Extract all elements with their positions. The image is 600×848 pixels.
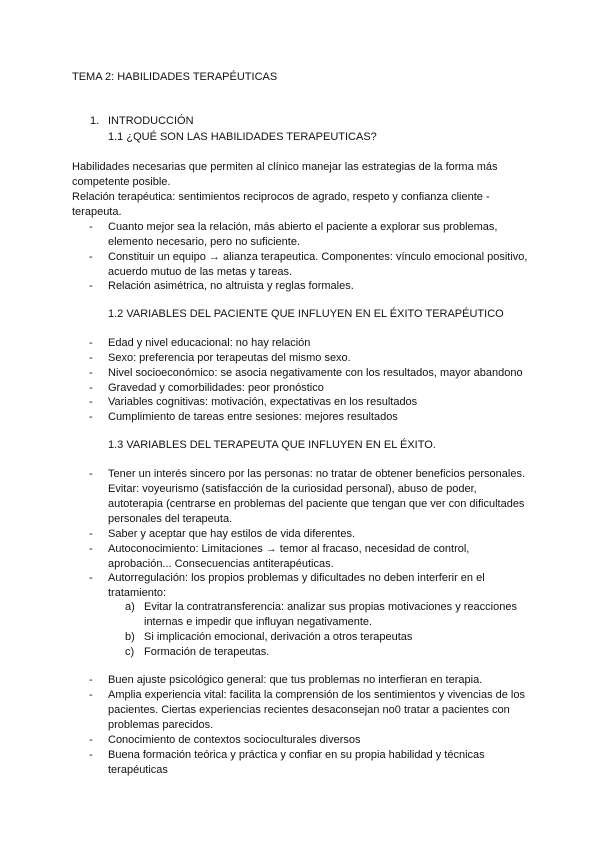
list-item (72, 250, 532, 280)
list-item (72, 733, 532, 748)
list-item-text: Cuanto mejor sea la relación, más abierto el paciente a explorar sus problemas, elemento necesario, pero no suficiente. (108, 221, 498, 248)
sub-list-item (72, 600, 532, 630)
list-item-text: Conocimiento de contextos socioculturales diversos (108, 734, 361, 746)
list-item-text: Nivel socioeconómico: se asocia negativamente con los resultados, mayor abandono (108, 367, 523, 379)
dash-marker: - (89, 396, 93, 408)
dash-marker: - (89, 411, 93, 423)
list-item (72, 381, 532, 396)
section-1-1-heading: 1.1 ¿QUÉ SON LAS HABILIDADES TERAPEUTICAS? (108, 131, 377, 143)
list-item (72, 688, 532, 733)
dash-marker: - (89, 528, 93, 540)
list-item (72, 542, 532, 572)
list-item (72, 279, 532, 294)
dash-marker: - (89, 367, 93, 379)
list-item (72, 673, 532, 688)
dash-marker: - (89, 689, 93, 701)
dash-marker: - (89, 251, 93, 263)
list-item-text: Saber y aceptar que hay estilos de vida diferentes. (108, 528, 356, 540)
list-item (72, 467, 532, 527)
sub-list-marker: c) (125, 646, 135, 658)
list-item-text: Buen ajuste psicológico general: que tus problemas no interfieran en terapia. (108, 674, 483, 686)
list-item-text: Autorregulación: los propios problemas y dificultades no deben interferir en el tratamiento: (108, 572, 485, 599)
list-item (72, 366, 532, 381)
section-1-3-heading: 1.3 VARIABLES DEL TERAPEUTA QUE INFLUYEN EN EL ÉXITO. (108, 439, 436, 451)
list-item-text: Amplia experiencia vital: facilita la comprensión de los sentimientos y vivencias de los pacientes. Ciertas experiencias recientes desaconsejan no0 tratar a pacientes con problemas parecidos. (108, 689, 525, 731)
list-item (72, 748, 532, 778)
list-item (72, 410, 532, 425)
sub-list-marker: b) (125, 631, 135, 643)
sub-list-item-text: Evitar la contratransferencia: analizar sus propias motivaciones y reacciones internas e impedir que influyan negativamente. (144, 601, 517, 628)
dash-marker: - (89, 674, 93, 686)
dash-marker: - (89, 221, 93, 233)
dash-marker: - (89, 280, 93, 292)
sub-list-item (72, 645, 532, 660)
list-item-text: Cumplimiento de tareas entre sesiones: mejores resultados (108, 411, 398, 423)
intro-paragraph-1: Habilidades necesarias que permiten al clínico manejar las estrategias de la forma más competente posible. (72, 161, 498, 188)
document-title: TEMA 2: HABILIDADES TERAPÉUTICAS (72, 71, 278, 83)
list-item-text: Tener un interés sincero por las personas: no tratar de obtener beneficios personales. Evitar: voyeurismo (satisfacción de la curiosidad personal), abuso de poder, autoterapia (centrarse en problemas del paciente que tengan que ver con dificultades personales del terapeuta. (108, 468, 526, 525)
section-1-2-heading: 1.2 VARIABLES DEL PACIENTE QUE INFLUYEN EN EL ÉXITO TERAPÉUTICO (108, 308, 504, 320)
list-item-text: Relación asimétrica, no altruista y reglas formales. (108, 280, 354, 292)
list-item-text: Gravedad y comorbilidades: peor pronóstico (108, 382, 324, 394)
sub-list-item-text: Si implicación emocional, derivación a otros terapeutas (144, 631, 413, 643)
section-1-heading: INTRODUCCIÓN (108, 115, 194, 127)
dash-marker: - (89, 543, 93, 555)
dash-marker: - (89, 382, 93, 394)
sub-list-item-text: Formación de terapeutas. (144, 646, 270, 658)
intro-paragraph-2: Relación terapéutica: sentimientos reciprocos de agrado, respeto y confianza cliente - terapeuta. (72, 191, 490, 218)
list-item (72, 351, 532, 366)
list-item-text: Edad y nivel educacional: no hay relación (108, 337, 311, 349)
list-item (72, 527, 532, 542)
list-item (72, 571, 532, 601)
sub-list-item (72, 630, 532, 645)
list-item-text: Sexo: preferencia por terapeutas del mismo sexo. (108, 352, 351, 364)
section-1-number: 1. (90, 115, 100, 127)
list-item-text: Autoconocimiento: Limitaciones → temor al fracaso, necesidad de control, aprobación... Consecuencias antiterapéuticas. (108, 543, 470, 570)
list-item-text: Buena formación teórica y práctica y confiar en su propia habilidad y técnicas terapéuticas (108, 749, 485, 776)
list-item-text: Variables cognitivas: motivación, expectativas en los resultados (108, 396, 418, 408)
list-item (72, 336, 532, 351)
list-item (72, 220, 532, 250)
dash-marker: - (89, 468, 93, 480)
dash-marker: - (89, 749, 93, 761)
dash-marker: - (89, 337, 93, 349)
list-item (72, 395, 532, 410)
dash-marker: - (89, 572, 93, 584)
dash-marker: - (89, 734, 93, 746)
dash-marker: - (89, 352, 93, 364)
sub-list-marker: a) (125, 601, 135, 613)
list-item-text: Constituir un equipo → alianza terapeutica. Componentes: vínculo emocional positivo, acuerdo mutuo de las metas y tareas. (108, 251, 528, 278)
